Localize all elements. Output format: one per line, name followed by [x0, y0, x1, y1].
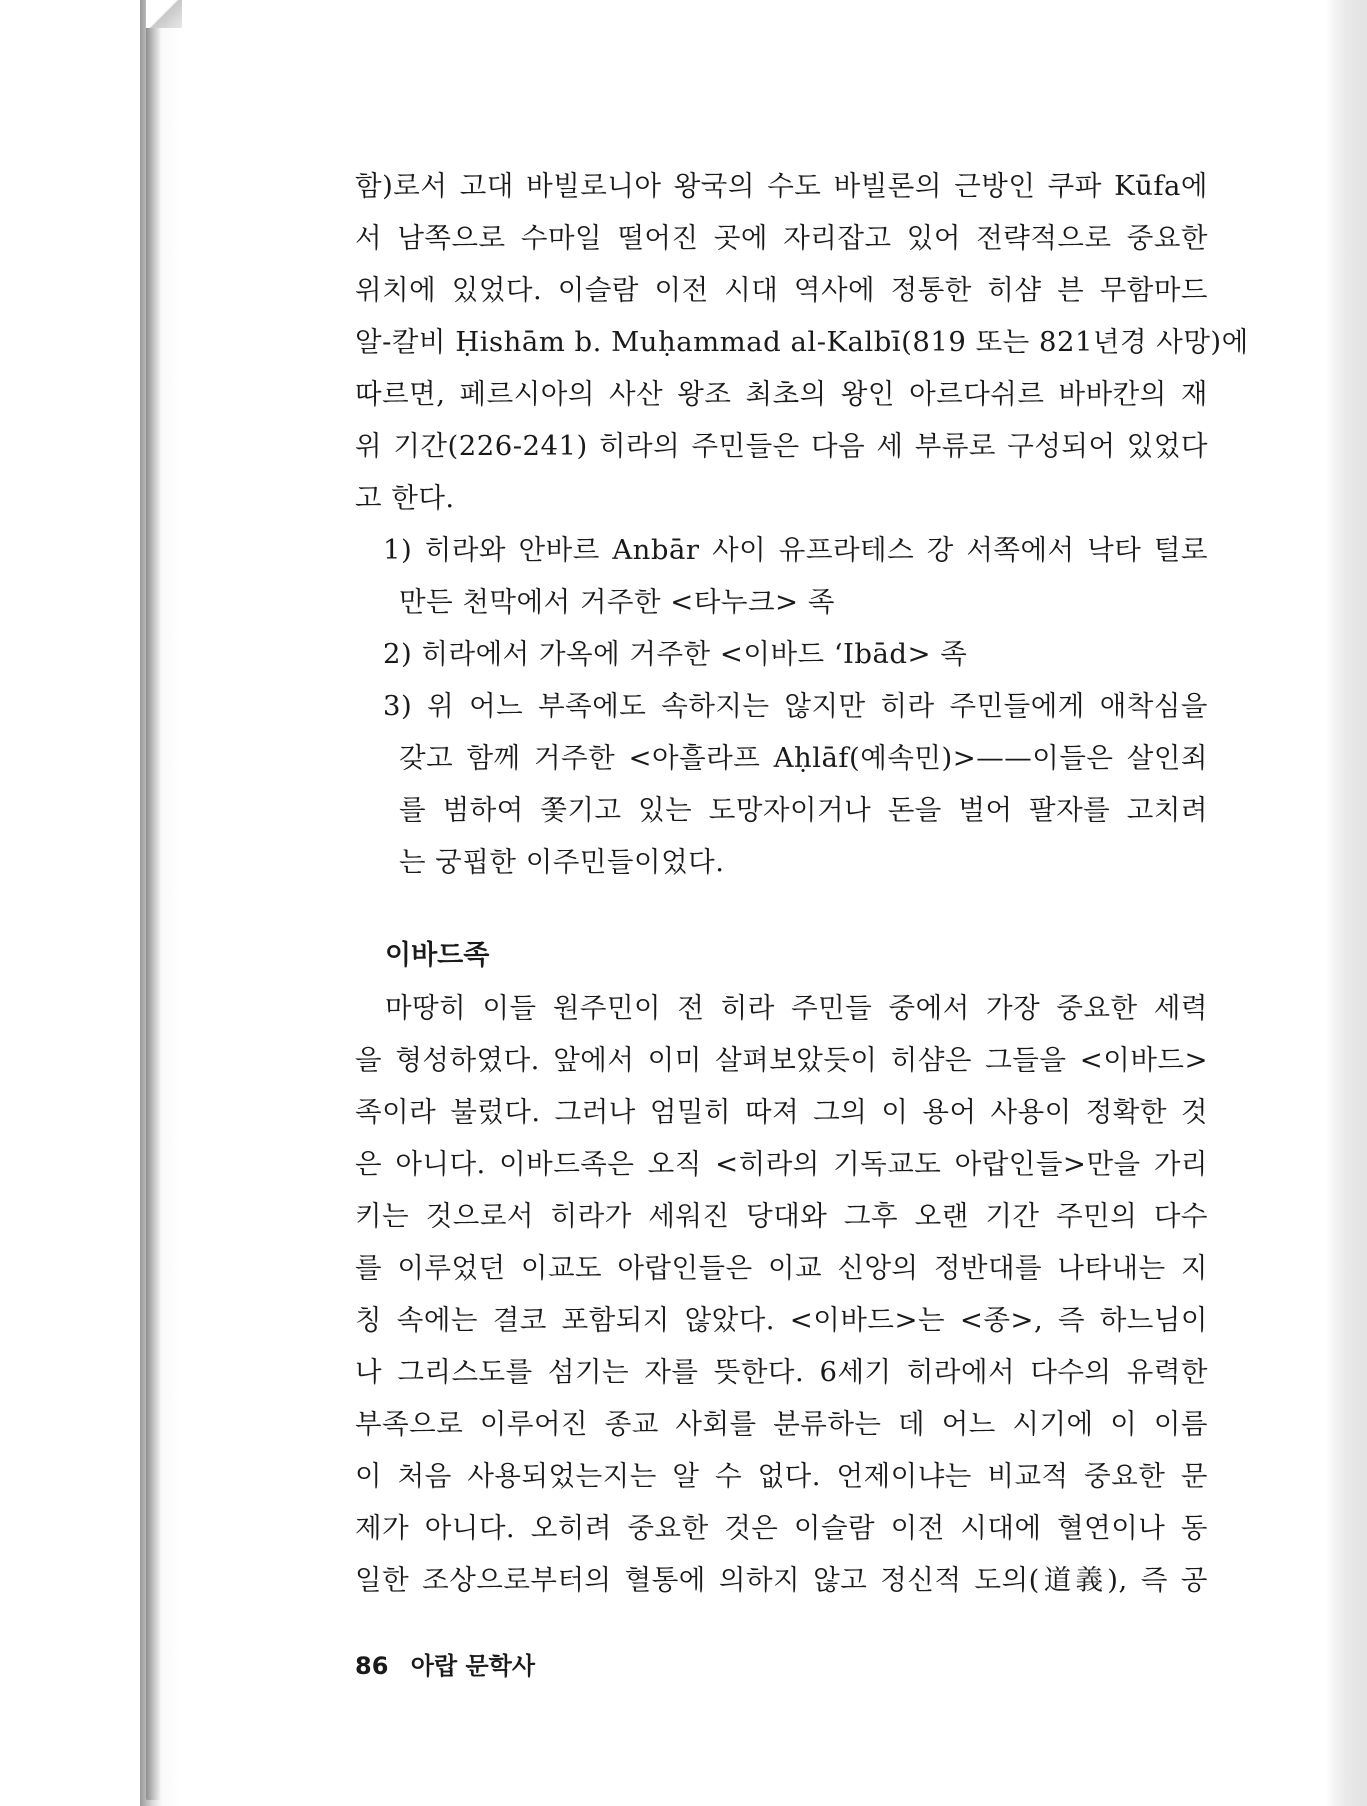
text-line: 이 처음 사용되었는지는 알 수 없다. 언제이냐는 비교적 중요한 문	[355, 1460, 1208, 1492]
text-line: 족이라 불렀다. 그러나 엄밀히 따져 그의 이 용어 사용이 정확한 것	[355, 1096, 1208, 1128]
text-line: 제가 아니다. 오히려 중요한 것은 이슬람 이전 시대에 혈연이나 동	[355, 1512, 1208, 1544]
text-line: 를 이루었던 이교도 아랍인들은 이교 신앙의 정반대를 나타내는 지	[355, 1252, 1208, 1284]
text-line: 함)로서 고대 바빌로니아 왕국의 수도 바빌론의 근방인 쿠파 Kūfa에	[355, 170, 1208, 202]
page-right-shadow	[1327, 0, 1367, 1806]
list-item-3-continuation: 갖고 함께 거주한 <아흘라프 Aḥlāf(예속민)>——이들은 살인죄	[399, 742, 1208, 774]
text-line: 칭 속에는 결코 포함되지 않았다. <이바드>는 <종>, 즉 하느님이	[355, 1304, 1208, 1336]
list-item-1: 1) 히라와 안바르 Anbār 사이 유프라테스 강 서쪽에서 낙타 털로	[383, 534, 1208, 566]
list-item-2: 2) 히라에서 가옥에 거주한 <이바드 ‘Ibād> 족	[383, 638, 968, 670]
numbered-list	[355, 524, 1208, 888]
paragraph-intro	[355, 160, 1249, 524]
list-item-3-continuation: 를 범하여 쫓기고 있는 도망자이거나 돈을 벌어 팔자를 고치려	[399, 794, 1208, 826]
page-body	[355, 160, 1249, 1606]
page-corner-fold	[146, 0, 182, 28]
text-line: 알-칼비 Ḥishām b. Muḥammad al-Kalbī(819 또는 821년경 사망)에	[355, 326, 1249, 358]
text-line: 일한 조상으로부터의 혈통에 의하지 않고 정신적 도의(道義), 즉 공	[355, 1564, 1208, 1596]
page-footer	[355, 1646, 535, 1681]
text-line: 을 형성하였다. 앞에서 이미 살펴보았듯이 히샴은 그들을 <이바드>	[355, 1044, 1208, 1076]
text-line: 위치에 있었다. 이슬람 이전 시대 역사에 정통한 히샴 븐 무함마드	[355, 274, 1208, 306]
text-line: 마땅히 이들 원주민이 전 히라 주민들 중에서 가장 중요한 세력	[385, 992, 1208, 1024]
text-line: 은 아니다. 이바드족은 오직 <히라의 기독교도 아랍인들>만을 가리	[355, 1148, 1208, 1180]
book-page-edge	[146, 8, 160, 1800]
list-item-1-continuation: 만든 천막에서 거주한 <타누크> 족	[399, 586, 835, 618]
page-number: 86	[355, 1652, 389, 1680]
text-line: 키는 것으로서 히라가 세워진 당대와 그후 오랜 기간 주민의 다수	[355, 1200, 1208, 1232]
text-line: 부족으로 이루어진 종교 사회를 분류하는 데 어느 시기에 이 이름	[355, 1408, 1208, 1440]
text-line: 위 기간(226-241) 히라의 주민들은 다음 세 부류로 구성되어 있었다	[355, 430, 1208, 462]
section-heading: 이바드족	[385, 940, 490, 971]
paragraph-ibad	[355, 982, 1208, 1606]
text-line: 따르면, 페르시아의 사산 왕조 최초의 왕인 아르다쉬르 바바칸의 재	[355, 378, 1208, 410]
text-line: 고 한다.	[355, 482, 455, 514]
running-title: 아랍 문학사	[410, 1652, 536, 1680]
list-item-3: 3) 위 어느 부족에도 속하지는 않지만 히라 주민들에게 애착심을	[383, 690, 1208, 722]
list-item-3-continuation: 는 궁핍한 이주민들이었다.	[399, 846, 725, 878]
text-line: 나 그리스도를 섬기는 자를 뜻한다. 6세기 히라에서 다수의 유력한	[355, 1356, 1208, 1388]
text-line: 서 남쪽으로 수마일 떨어진 곳에 자리잡고 있어 전략적으로 중요한	[355, 222, 1208, 254]
